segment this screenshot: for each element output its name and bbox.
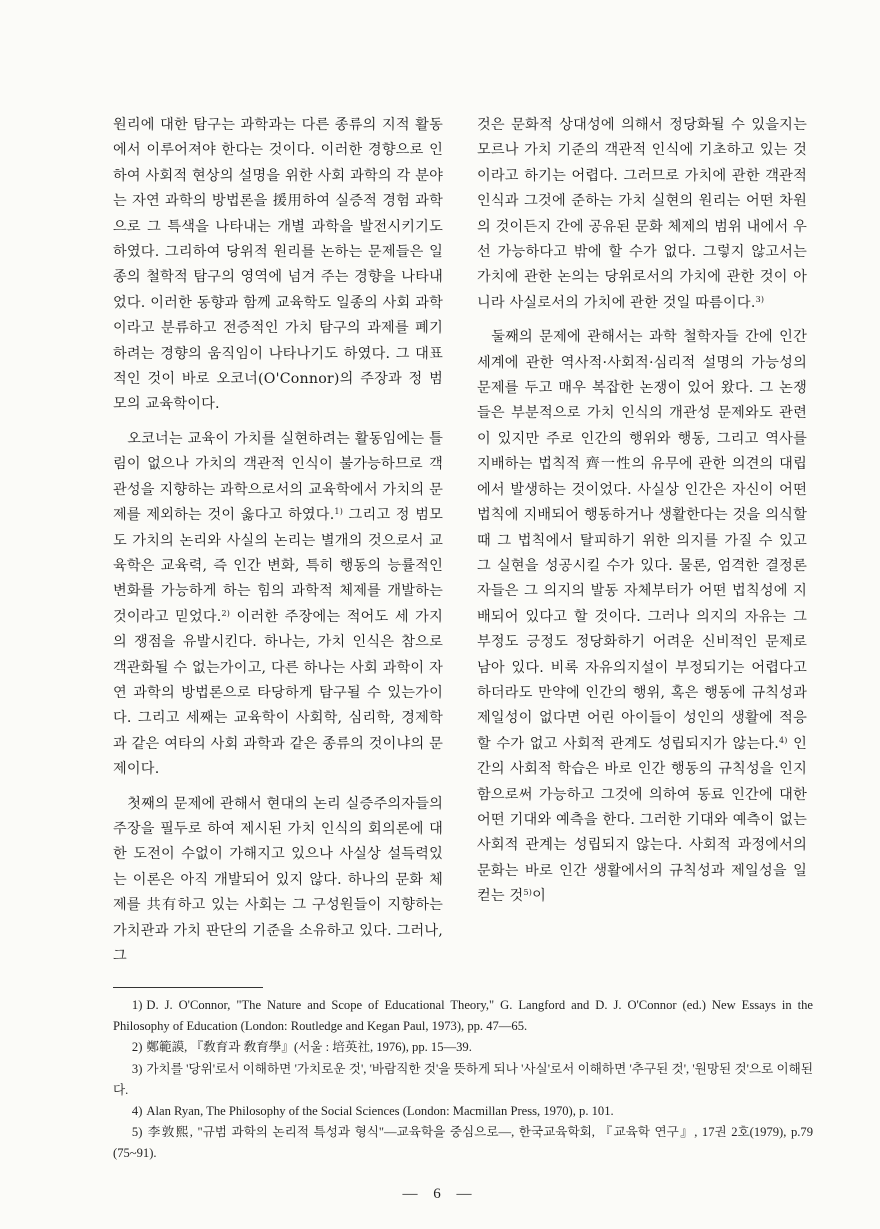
footnote-number: 5): [131, 1125, 143, 1140]
paragraph-text: 그리고 정 범모도 가치의 논리와 사실의 논리는 별개의 것으로서 교육학은 교육력, 즉 인간 변화, 특히 행동의 능률적인 변화를 가능하게 하는 힘의 과학적 체제를 개발하는 것이라고 믿었다.: [113, 507, 443, 625]
paragraph: 원리에 대한 탐구는 과학과는 다른 종류의 지적 활동에서 이루어져야 한다는 것이다. 이러한 경향으로 인하여 사회적 현상의 설명을 위한 사회 과학의 각 분야는 자연 과학의 방법론을 援用하여 실증적 경험 과학으로 그 특색을 나타내는 개별 과학을 발전시키기도 하였다. 그리하여 당위적 원리를 논하는 문제들은 일종의 철학적 탐구의 영역에 넘겨 주는 경향을 나타내었다. 이러한 동향과 함께 교육학도 일종의 사회 과학이라고 분류하고 전증적인 가치 탐구의 과제를 폐기하려는 경향의 움직임이 나타나기도 하였다. 그 대표적인 것이 바로 오코너(O'Connor)의 주장과 정 범모의 교육학이다.: [113, 117, 443, 413]
footnote-ref: 2): [221, 608, 231, 618]
footnote-text: D. J. O'Connor, "The Nature and Scope of Educational Theory," G. Langford and D. J. O'Connor (ed.) New Essays in the Philosophy of Education (London: Routledge and Kegan Paul, 1973), pp. 47—65.: [113, 998, 813, 1034]
paragraph-text: 이: [532, 888, 546, 905]
footnote-text: 李敦熙, "규범 과학의 논리적 특성과 형식"—교육학을 중심으로—, 한국교육학회, 『교육학 연구』, 17권 2호(1979), p.79 (75~91).: [113, 1125, 813, 1161]
footnote-number: 3): [131, 1061, 143, 1076]
footnote-ref: 5): [523, 888, 533, 898]
footnote: [113, 1101, 813, 1122]
paragraph: [477, 113, 807, 316]
footnote: [113, 1037, 813, 1058]
paragraph-text: 인간의 사회적 학습은 바로 인간 행동의 규칙성을 인지함으로써 가능하고 그것에 의하여 동료 인간에 대한 어떤 기대와 예측을 한다. 그러한 기대와 예측이 없는 사회적 관계는 성립되지 않는다. 사회적 과정에서의 문화는 바로 인간 생활에서의 규칙성과 제일성을 일컫는 것: [477, 735, 807, 905]
paragraph: [113, 427, 443, 783]
footnote-divider: [113, 987, 263, 988]
footnote: [113, 1122, 813, 1164]
footnotes: [113, 995, 813, 1165]
footnote-ref: 1): [334, 507, 344, 517]
footnote: [113, 995, 813, 1037]
right-column: [477, 113, 807, 910]
paragraph: [477, 325, 807, 909]
footnote-ref: 3): [755, 294, 765, 304]
footnote: [113, 1059, 813, 1101]
footnote-number: 1): [131, 998, 143, 1012]
footnote-text: Alan Ryan, The Philosophy of the Social Sciences (London: Macmillan Press, 1970), p. 101.: [146, 1104, 614, 1119]
footnote-text: 가치를 '당위'로서 이해하면 '가치로운 것', '바람직한 것'을 뜻하게 되나 '사실'로서 이해하면 '추구된 것', '원망된 것'으로 이해된다.: [113, 1061, 813, 1097]
paragraph: 첫째의 문제에 관해서 현대의 논리 실증주의자들의 주장을 필두로 하여 제시된 가치 인식의 회의론에 대한 도전이 수없이 가해지고 있으나 사실상 설득력있는 이론은 아직 개발되어 있지 않다. 하나의 문화 체제를 共有하고 있는 사회는 그 구성원들이 지향하는 가치관과 가치 판단의 기준을 소유하고 있다. 그러나, 그: [113, 795, 443, 964]
footnote-number: 4): [131, 1104, 143, 1119]
footnote-number: 2): [131, 1040, 143, 1055]
paragraph-text: 오코너는 교육이 가치를 실현하려는 활동임에는 틀림이 없으나 가치의 객관적 인식이 불가능하므로 객관성을 지향하는 과학으로서의 교육학에서 가치의 문제를 제외하는 것이 옳다고 하였다.: [113, 430, 443, 524]
paragraph-text: 이러한 주장에는 적어도 세 가지의 쟁점을 유발시킨다. 하나는, 가치 인식은 참으로 객관화될 수 없는가이고, 다른 하나는 사회 과학이 자연 과학의 방법론으로 타당하게 탐구될 수 있는가이다. 그리고 세째는 교육학이 사회학, 심리학, 경제학과 같은 여타의 사회 과학과 같은 종류의 것이냐의 문제이다.: [113, 608, 443, 778]
footnote-text: 鄭範謨, 『敎育과 敎育學』(서울 : 培英社, 1976), pp. 15—39.: [146, 1040, 472, 1055]
footnote-ref: 4): [778, 735, 788, 745]
paragraph-text: 것은 문화적 상대성에 의해서 정당화될 수 있을지는 모르나 가치 기준의 객관적 인식에 기초하고 있는 것이라고 하기는 어렵다. 그러므로 가치에 관한 객관적 인식과 그것에 준하는 가치 실현의 원리는 어떤 차원의 것이든지 간에 공유된 문화 체제의 범위 내에서 우선 가능하다고 밖에 할 수가 없다. 그렇지 않고서는 가치에 관한 논의는 당위로서의 가치에 관한 것이 아니라 사실로서의 가치에 관한 것일 따름이다.: [477, 117, 807, 311]
page-number: — 6 —: [402, 1186, 478, 1202]
left-column: [113, 113, 443, 969]
paragraph-text: 둘째의 문제에 관해서는 과학 철학자들 간에 인간 세계에 관한 역사적·사회적·심리적 설명의 가능성의 문제를 두고 매우 복잡한 논쟁이 있어 왔다. 그 논쟁들은 부분적으로 가치 인식의 개관성 문제와도 관련이 있지만 주로 인간의 행위와 행동, 그리고 역사를 지배하는 법칙적 齊一性의 유무에 관한 의견의 대립에서 발생하는 것이었다. 사실상 인간은 자신이 어떤 법칙에 지배되어 행동하거나 생활한다는 것을 의식할 때 그 법칙에서 탈피하기 위한 의지를 가질 수 있고 그 실현을 성공시킬 수가 있다. 물론, 엄격한 결정론자들은 그 의지의 발동 자체부터가 어떤 법칙성에 지배되어 있다고 할 것이다. 그러나 의지의 자유는 그 부정도 긍정도 정당화하기 어려운 신비적인 문제로 남아 있다. 비록 자유의지설이 부정되기는 어렵다고 하더라도 만약에 인간의 행위, 혹은 행동에 규칙성과 제일성이 없다면 어린 아이들이 성인의 생활에 적응할 수가 없고 사회적 관계도 성립되지가 않는다.: [477, 329, 807, 752]
